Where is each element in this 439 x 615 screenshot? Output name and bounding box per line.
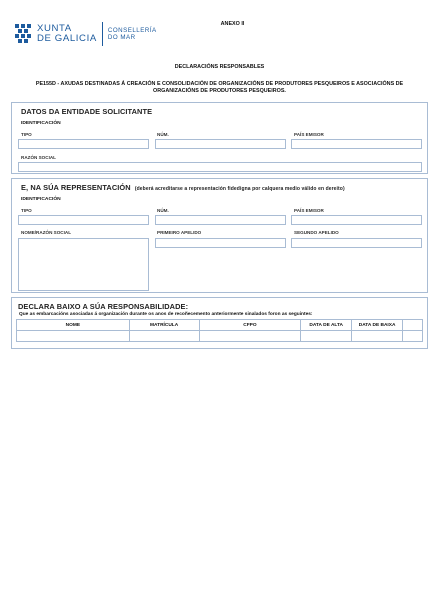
representative-type-label: TIPO: [21, 208, 32, 213]
declaration-intro: Que as embarcacións asociadas á organización durante os anos de recoñecemento anteriormente sinalados foron as seguintes:: [19, 312, 313, 317]
applicant-identification-heading: IDENTIFICACIÓN: [21, 121, 61, 126]
representative-surname1-field[interactable]: [155, 238, 286, 248]
representative-name-field[interactable]: [18, 238, 149, 291]
logo-wordmark: [37, 24, 97, 44]
cell-name[interactable]: [17, 331, 130, 342]
representative-section: [11, 178, 428, 293]
procedure-title: [14, 81, 425, 95]
applicant-section: [11, 102, 428, 174]
cell-registration[interactable]: [129, 331, 199, 342]
vessels-table: [16, 319, 423, 342]
logo-line-2: DE GALICIA: [37, 33, 97, 44]
column-header-end-date: DATA DE BAIXA: [352, 320, 403, 331]
column-header-start-date: DATA DE ALTA: [301, 320, 352, 331]
cell-start-date[interactable]: [301, 331, 352, 342]
representative-name-label: NOME/RAZÓN SOCIAL: [21, 230, 72, 235]
declaration-section-title: DECLARA BAIXO A SÚA RESPONSABILIDADE:: [18, 302, 189, 311]
representative-identification-heading: IDENTIFICACIÓN: [21, 197, 61, 202]
department-line-1: CONSELLERÍA: [107, 27, 157, 34]
column-header-cfpo: CFPO: [199, 320, 301, 331]
representative-surname1-label: PRIMEIRO APELIDO: [157, 230, 202, 235]
applicant-section-title: DATOS DA ENTIDADE SOLICITANTE: [21, 107, 153, 116]
document-title: DECLARACIÓNS RESPONSABLES: [174, 64, 265, 70]
representative-section-title: [12, 179, 427, 192]
applicant-name-field[interactable]: [18, 162, 422, 172]
column-header-name: NOME: [17, 320, 130, 331]
cell-end-date[interactable]: [352, 331, 403, 342]
representative-country-label: PAÍS EMISOR: [294, 208, 324, 213]
declaration-section: [11, 297, 428, 349]
logo-line-1: XUNTA: [37, 23, 72, 34]
table-row: [17, 331, 423, 342]
department-line-2: DO MAR: [107, 34, 136, 41]
applicant-number-field[interactable]: [155, 139, 286, 149]
column-header-registration: MATRÍCULA: [129, 320, 199, 331]
applicant-type-field[interactable]: [18, 139, 149, 149]
procedure-line-1: PE155D - AXUDAS DESTINADAS Á CREACIÓN E CONSOLIDACIÓN DE ORGANIZACIÓNS DE PRODUTORES PESQUEIROS E ASOCIACIÓNS DE: [35, 81, 404, 87]
annex-label: ANEXO II: [220, 21, 245, 27]
representative-number-label: NÚM.: [157, 208, 169, 213]
representative-note: (deberá acreditarse a representación fidedigna por calquera medio válido en dereito): [134, 186, 345, 192]
applicant-country-label: PAÍS EMISOR: [294, 132, 324, 137]
applicant-country-field[interactable]: [291, 139, 422, 149]
column-header-extra: [403, 320, 423, 331]
representative-type-field[interactable]: [18, 215, 149, 225]
procedure-line-2: ORGANIZACIÓNS DE PRODUTORES PESQUEIROS.: [153, 88, 286, 94]
applicant-number-label: NÚM.: [157, 132, 169, 137]
representative-country-field[interactable]: [291, 215, 422, 225]
representative-title-text: E, NA SÚA REPRESENTACIÓN: [21, 183, 131, 192]
representative-surname2-field[interactable]: [291, 238, 422, 248]
cell-extra[interactable]: [403, 331, 423, 342]
applicant-type-label: TIPO: [21, 132, 32, 137]
representative-surname2-label: SEGUNDO APELIDO: [294, 230, 339, 235]
representative-number-field[interactable]: [155, 215, 286, 225]
applicant-name-label: RAZÓN SOCIAL: [21, 155, 56, 160]
department-name: [108, 27, 157, 41]
vessels-table-header: [17, 320, 423, 331]
cell-cfpo[interactable]: [199, 331, 301, 342]
